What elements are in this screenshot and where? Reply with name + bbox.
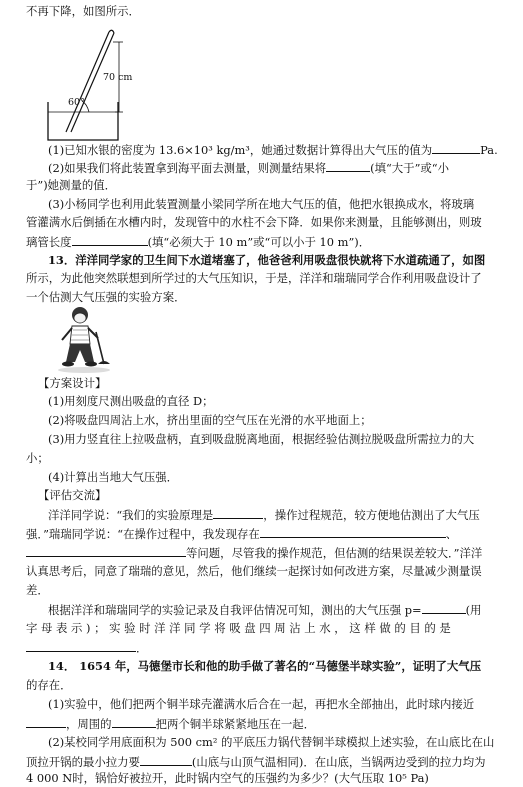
intro-line: 不再下降，如图所示． bbox=[26, 4, 140, 18]
plan-step2: (2)将吸盘四周沾上水，挤出里面的空气压在光滑的水平地面上； bbox=[48, 413, 372, 427]
q12-part2: (2)如果我们将此装置拿到海平面去测量，则测量结果将 (填“大于”或“小 bbox=[48, 161, 449, 175]
eval-line1: 洋洋同学说：“我们的实验原理是 ，操作过程规范，较方便地估测出了大气压 bbox=[48, 508, 480, 522]
q12-part3-l3: 璃管长度 (填“必须大于 10 m”或“可以小于 10 m”)． bbox=[26, 235, 371, 249]
eval-line2: 强．”瑞瑞同学说：“在操作过程中，我发现存在 、 bbox=[26, 527, 458, 541]
q14-line1: 14． 1654 年，马德堡市长和他的助手做了著名的“马德堡半球实验”，证明了大气压 bbox=[48, 659, 482, 673]
plan-step3-l1: (3)用力竖直往上拉吸盘柄，直到吸盘脱离地面，根据经验估测拉脱吸盘所需拉力的大 bbox=[48, 432, 475, 446]
eval-line7: 字 母 表 示 ) ； 实 验 时 洋 洋 同 学 将 吸 盘 四 周 沾 上 水 ， 这 样 做 的 目 的 是 bbox=[26, 621, 451, 635]
q12-part3-l1: (3)小杨同学也利用此装置测量小梁同学所在地大气压的值，他把水银换成水，将玻璃 bbox=[48, 197, 475, 211]
q14-part2-l2: 顶拉开锅的最小拉力要 (山底与山顶气温相同)．在山底，当锅两边受到的拉力均为 bbox=[26, 755, 486, 769]
mercury-tube-figure bbox=[40, 26, 150, 144]
q13-line1: 13．洋洋同学家的卫生间下水道堵塞了，他爸爸利用吸盘很快就将下水道疏通了，如图 bbox=[48, 253, 486, 267]
q12-part1: (1)已知水银的密度为 13.6×10³ kg/m³，她通过数据计算得出大气压的值为 Pa. bbox=[48, 143, 498, 157]
plan-step4: (4)计算出当地大气压强． bbox=[48, 470, 179, 484]
angle-label: 60° bbox=[68, 97, 85, 108]
eval-line4: 认真思考后，同意了瑞瑞的意见，然后，他们继续一起探讨如何改进方案，尽量减少测量误 bbox=[26, 564, 482, 578]
q14-part2-l3: 4 000 N时，锅恰好被拉开，此时锅内空气的压强约为多少？(大气压取 10⁵ Pa) bbox=[26, 771, 429, 785]
q12-part2-cont: 于”)她测量的值． bbox=[26, 178, 117, 192]
plunger-person-illustration bbox=[54, 304, 126, 374]
q14-part1-l2: ，周围的 把两个铜半球紧紧地压在一起． bbox=[26, 716, 514, 732]
plan-heading: 【方案设计】 bbox=[38, 376, 107, 390]
height-label: 70 cm bbox=[103, 72, 133, 83]
eval-heading: 【评估交流】 bbox=[38, 488, 107, 502]
eval-line5: 差． bbox=[26, 583, 49, 597]
eval-line6: 根据洋洋和瑞瑞同学的实验记录及自我评估情况可知，测出的大气压强 p= (用 bbox=[48, 603, 482, 617]
eval-line3: 等问题，尽管我的操作规范，但估测的结果误差较大．”洋洋 bbox=[26, 545, 514, 561]
q12-part3-l2: 管灌满水后倒插在水槽内时，发现管中的水柱不会下降．如果你来测量，且能够测出，则玻 bbox=[26, 215, 482, 229]
q13-line2: 所示，为此他突然联想到所学过的大气压知识，于是，洋洋和瑞瑞同学合作利用吸盘设计了 bbox=[26, 271, 482, 285]
plan-step3-l2: 小； bbox=[26, 451, 49, 465]
q13-line3: 一个估测大气压强的实验方案． bbox=[26, 290, 186, 304]
q14-part2-l1: (2)某校同学用底面积为 500 cm² 的平底压力锅代替铜半球模拟上述实验，在山底比在山 bbox=[48, 735, 495, 749]
eval-line8: ． bbox=[26, 640, 514, 656]
q14-line2: 的存在． bbox=[26, 678, 72, 692]
plan-step1: (1)用刻度尺测出吸盘的直径 D； bbox=[48, 394, 214, 408]
q14-part1-l1: (1)实验中，他们把两个铜半球壳灌满水后合在一起，再把水全部抽出，此时球内接近 bbox=[48, 697, 475, 711]
